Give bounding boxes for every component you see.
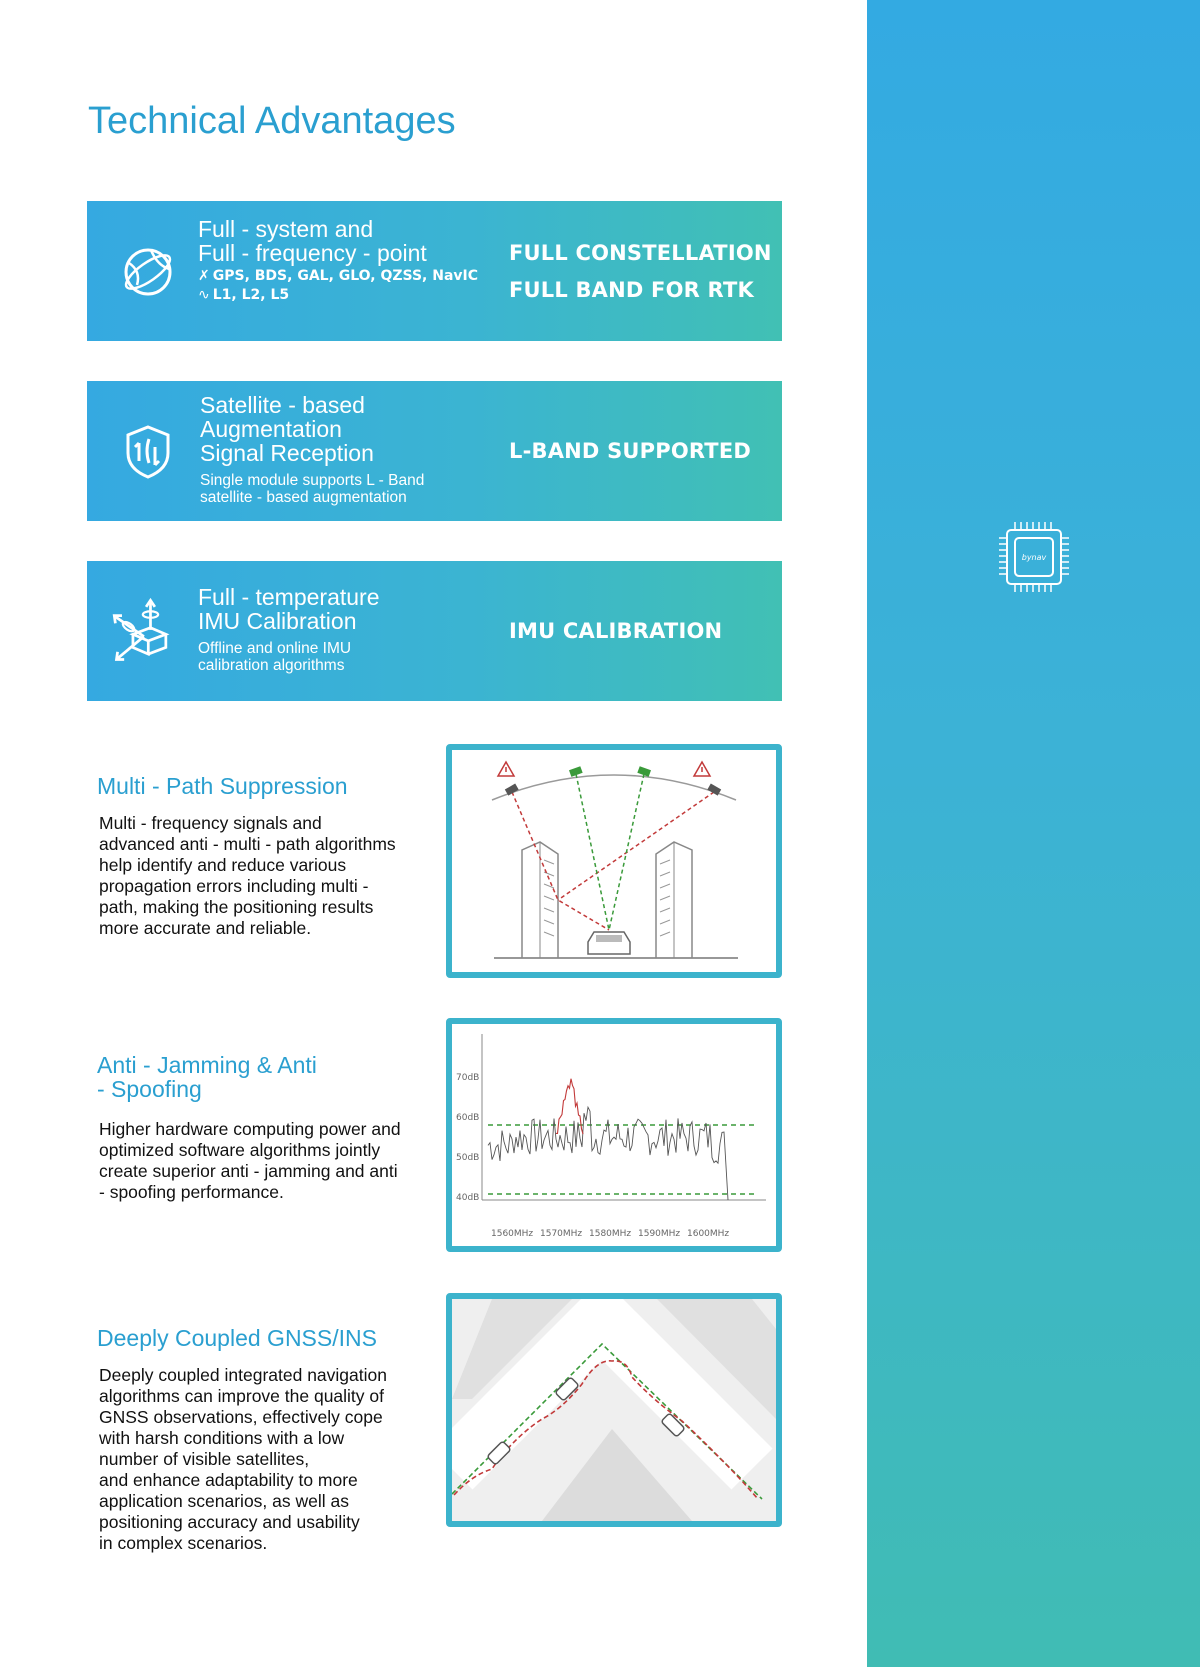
multipath-figure	[446, 744, 782, 978]
feature-highlight: FULL CONSTELLATION	[509, 241, 772, 265]
section-heading-line: - Spoofing	[97, 1076, 202, 1102]
feature-highlight: FULL BAND FOR RTK	[509, 278, 754, 302]
feature-box-full-system	[87, 201, 782, 341]
body-line: optimized software algorithms jointly	[99, 1140, 381, 1160]
feature-title-line: Full - temperature	[198, 584, 380, 610]
feature-meta-line: GPS, BDS, GAL, GLO, QZSS, NavIC	[212, 268, 479, 284]
section-heading	[97, 1053, 427, 1101]
body-line: Multi - frequency signals and	[99, 813, 322, 833]
y-tick-label: 40dB	[456, 1193, 480, 1203]
section-heading-line: Multi - Path Suppression	[97, 773, 348, 799]
feature-sub-line: Single module supports L - Band	[200, 472, 425, 489]
car-icon	[588, 932, 630, 954]
body-line: path, making the positioning results	[99, 897, 374, 917]
feature-meta-line: L1, L2, L5	[212, 287, 290, 303]
body-line: with harsh conditions with a low	[99, 1428, 345, 1448]
side-color-band	[867, 0, 1200, 1667]
feature-title-line: Full - system and	[198, 216, 374, 242]
feature-box-imu	[87, 561, 782, 701]
section-heading	[97, 1326, 427, 1350]
x-tick-label: 1560MHz	[491, 1229, 534, 1239]
feature-title-line: Full - frequency - point	[198, 240, 427, 266]
feature-highlight: L-BAND SUPPORTED	[509, 439, 752, 463]
body-line: help identify and reduce various	[99, 855, 347, 875]
feature-title-line: Signal Reception	[200, 440, 374, 466]
globe-icon	[117, 241, 179, 303]
feature-box-augmentation	[87, 381, 782, 521]
x-tick-label: 1570MHz	[540, 1229, 583, 1239]
body-line: propagation errors including multi -	[99, 876, 369, 896]
satellite-icon	[505, 766, 721, 795]
warning-icon	[498, 762, 710, 776]
body-line: Deeply coupled integrated navigation	[99, 1365, 387, 1385]
section-body	[99, 1119, 439, 1203]
page-title: Technical Advantages	[88, 100, 456, 142]
shield-icon	[117, 421, 179, 483]
y-tick-label: 50dB	[456, 1153, 480, 1163]
body-line: in complex scenarios.	[99, 1533, 268, 1553]
body-line: number of visible satellites,	[99, 1449, 310, 1469]
body-line: advanced anti - multi - path algorithms	[99, 834, 396, 854]
section-body	[99, 813, 429, 939]
x-tick-label: 1580MHz	[589, 1229, 632, 1239]
chip-icon	[997, 520, 1071, 594]
y-tick-label: 70dB	[456, 1073, 480, 1083]
feature-sub-line: calibration algorithms	[198, 657, 345, 674]
body-line: more accurate and reliable.	[99, 918, 312, 938]
section-heading-line: Anti - Jamming & Anti	[97, 1052, 317, 1078]
x-tick-label: 1590MHz	[638, 1229, 681, 1239]
spectrum-trace	[488, 1107, 728, 1200]
spectrum-figure	[446, 1018, 782, 1252]
body-line: - spoofing performance.	[99, 1182, 284, 1202]
body-line: create superior anti - jamming and anti	[99, 1161, 398, 1181]
x-tick-label: 1600MHz	[687, 1229, 730, 1239]
y-tick-label: 60dB	[456, 1113, 480, 1123]
satellite-icon: ✗	[198, 268, 210, 284]
section-heading	[97, 774, 427, 798]
section-body	[99, 1365, 429, 1554]
imu-axes-icon	[111, 597, 179, 665]
section-heading-line: Deeply Coupled GNSS/INS	[97, 1325, 377, 1351]
feature-sub-line: Offline and online IMU	[198, 640, 352, 657]
feature-title-line: Augmentation	[200, 416, 342, 442]
body-line: and enhance adaptability to more	[99, 1470, 358, 1490]
body-line: positioning accuracy and usability	[99, 1512, 360, 1532]
feature-highlight: IMU CALIBRATION	[509, 619, 723, 643]
feature-sub-line: satellite - based augmentation	[200, 489, 407, 506]
feature-title-line: Satellite - based	[200, 392, 365, 418]
body-line: GNSS observations, effectively cope	[99, 1407, 383, 1427]
signal-icon: ∿	[198, 287, 210, 303]
coupled-navigation-figure	[446, 1293, 782, 1527]
body-line: algorithms can improve the quality of	[99, 1386, 384, 1406]
chip-logo-text: bynav	[1021, 553, 1047, 562]
body-line: Higher hardware computing power and	[99, 1119, 401, 1139]
jamming-peak-trace	[556, 1079, 583, 1134]
body-line: application scenarios, as well as	[99, 1491, 349, 1511]
feature-title-line: IMU Calibration	[198, 608, 357, 634]
